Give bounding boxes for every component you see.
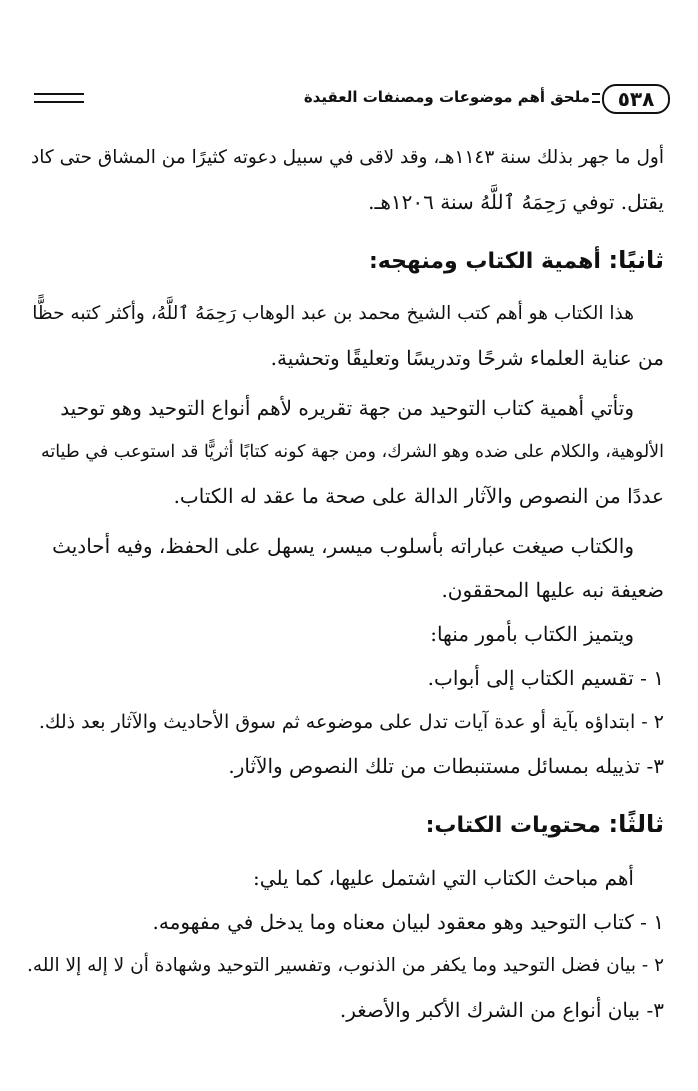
paragraph-line: والكتاب صيغت عباراته بأسلوب ميسر، يسهل على الحفظ، وفيه أحاديث (52, 534, 634, 558)
section-heading-importance (28, 234, 664, 288)
list-item: ١ - تقسيم الكتاب إلى أبواب. (427, 666, 664, 690)
list-item: ٣- تذييله بمسائل مستنبطات من تلك النصوص والآثار. (228, 754, 664, 778)
paragraph-line: ضعيفة نبه عليها المحققون. (441, 578, 664, 602)
list-item: ٣- بيان أنواع من الشرك الأكبر والأصغر. (339, 998, 664, 1022)
list-item: ٢ - ابتداؤه بآية أو عدة آيات تدل على موضوعه ثم سوق الأحاديث والآثار بعد ذلك. (38, 711, 664, 733)
header-rule (34, 93, 84, 103)
paragraph-line: هذا الكتاب هو أهم كتب الشيخ محمد بن عبد الوهاب رَحِمَهُ ٱللَّهُ، وأكثر كتبه حظًّا (32, 303, 634, 324)
section-heading-contents (28, 798, 664, 852)
heading-text: محتويات الكتاب: (425, 813, 601, 838)
paragraph-line: يقتل. توفي رَحِمَهُ ٱللَّهُ سنة ١٢٠٦هـ. (368, 190, 664, 214)
running-title: ملحق أهم موضوعات ومصنفات العقيدة (303, 88, 590, 106)
paragraph-line: من عناية العلماء شرحًا وتدريسًا وتعليقًا وتحشية. (270, 346, 664, 370)
paragraph-line: أول ما جهر بذلك سنة ١١٤٣هـ، وقد لاقى في سبيل دعوته كثيرًا من المشاق حتى كاد (31, 147, 664, 168)
paragraph-line: وتأتي أهمية كتاب التوحيد من جهة تقريره لأهم أنواع التوحيد وهو توحيد (60, 396, 634, 420)
paragraph-line: ويتميز الكتاب بأمور منها: (430, 622, 634, 646)
paragraph-line: عددًا من النصوص والآثار الدالة على صحة ما عقد له الكتاب. (173, 484, 664, 508)
page-number: ٥٣٨ (602, 84, 670, 114)
heading-number: ثالثًا: (608, 810, 664, 838)
page-body (28, 136, 664, 1032)
heading-number: ثانيًا: (608, 246, 664, 274)
paragraph-line: الألوهية، والكلام على ضده وهو الشرك، ومن جهة كونه كتابًا أثريًّا قد استوعب في طياته (40, 442, 664, 462)
list-item: ١ - كتاب التوحيد وهو معقود لبيان معناه وما يدخل في مفهومه. (152, 910, 664, 934)
running-header (30, 84, 670, 114)
list-item: ٢ - بيان فضل التوحيد وما يكفر من الذنوب، وتفسير التوحيد وشهادة أن لا إله إلا الله. (26, 955, 664, 976)
heading-text: أهمية الكتاب ومنهجه: (368, 249, 601, 274)
paragraph-line: أهم مباحث الكتاب التي اشتمل عليها، كما يلي: (253, 866, 634, 890)
header-rule (592, 93, 600, 103)
